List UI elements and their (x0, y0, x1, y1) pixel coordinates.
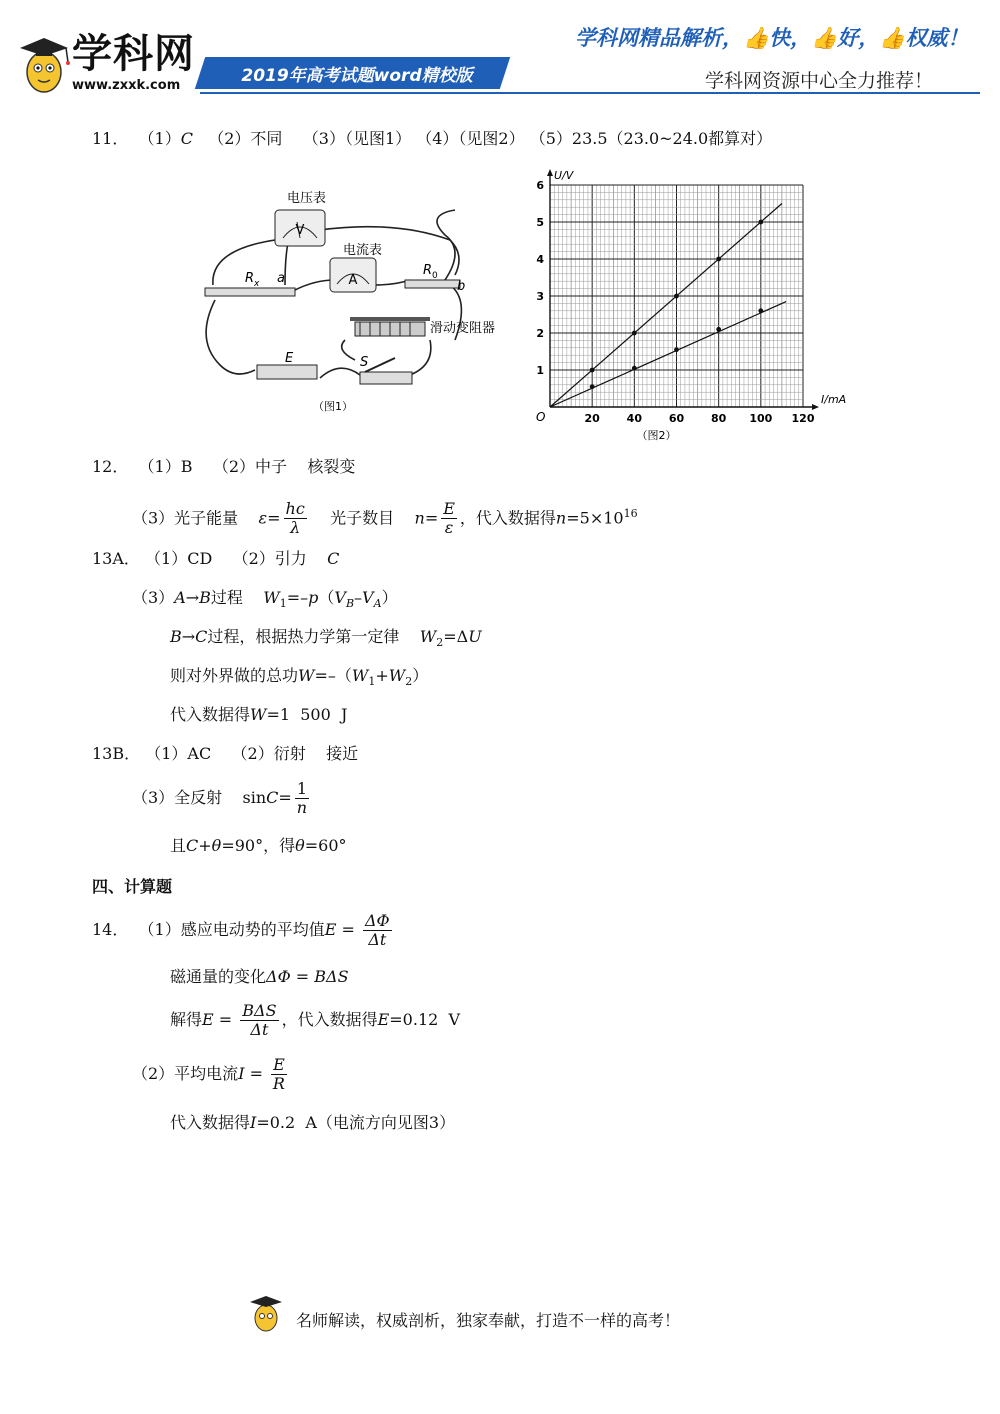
q13b-l1-pre: （3）全反射 (132, 788, 223, 807)
voltmeter-label: 电压表 (287, 191, 327, 206)
data-point (590, 368, 595, 373)
logo-text: 学科网 (72, 31, 195, 77)
figure1-caption: （图1） (313, 400, 353, 413)
q11-line (92, 128, 772, 150)
q13a-l3-close: ） (412, 666, 429, 685)
q12-tail-value: =5×10 (566, 508, 624, 528)
q11-part1-answer: C (180, 129, 193, 148)
q13a-l1-vasub: A (373, 597, 382, 611)
q14-l4-den: R (272, 1074, 285, 1093)
q14-l3-e2: E (377, 1010, 390, 1029)
r0-label: R (423, 263, 433, 278)
q13a-l1-ab: A→B (174, 588, 211, 607)
q12-fraction-hc-lambda (284, 500, 307, 537)
data-point (632, 331, 637, 336)
q13a-l2-u: U (468, 627, 482, 646)
data-point (674, 347, 679, 352)
q14-l2-ds: ΔS (326, 967, 349, 986)
q14-number: 14． (92, 920, 129, 939)
q13a-l1-mid: 过程 (210, 588, 243, 607)
q14-l2-pre: 磁通量的变化 (170, 967, 267, 986)
chart-origin-label: O (536, 410, 546, 424)
q14-l3-tail: ，代入数据得 (281, 1010, 378, 1029)
q11-part3: （3）（见图1） (302, 129, 412, 148)
q13b-l2-plus: + (198, 836, 212, 855)
q14-fraction-bds (240, 1002, 278, 1039)
q12-equals-2: = (424, 508, 439, 528)
q12-part2-b: 核裂变 (307, 457, 356, 476)
switch-label: S (360, 355, 369, 370)
q13a-l2-wsub: 2 (436, 636, 444, 650)
q12-number: 12． (92, 457, 129, 476)
q13a-l3-w: W (298, 666, 315, 685)
rx-subscript: x (254, 279, 260, 289)
x-tick-label: 100 (749, 412, 773, 425)
y-tick-label: 2 (536, 327, 544, 340)
q14-l3-den: Δt (250, 1020, 269, 1039)
slogan-top: 学科网精品解析，👍快，👍好，👍权威！ (575, 26, 969, 50)
q13a-l1-paren: （ (318, 588, 335, 607)
q13b-l1-num: 1 (296, 779, 308, 798)
data-point (632, 366, 637, 371)
x-tick-label: 60 (668, 412, 685, 425)
q12-equals: = (267, 508, 281, 528)
q13a-l1-pre: （3） (132, 588, 175, 607)
slogan-bottom: 学科网资源中心全力推荐！ (705, 70, 934, 92)
q14-fraction-current (271, 1056, 287, 1093)
section-heading: 四、计算题 (92, 877, 173, 896)
q12-line2 (132, 494, 638, 538)
q14-line1 (92, 910, 395, 950)
q13a-l2-w: W (419, 627, 437, 646)
q14-line2 (170, 966, 349, 988)
q14-l1-num: ΔΦ (365, 911, 390, 930)
q13a-l1-p: p (308, 588, 319, 607)
q14-l1-eq: = (336, 920, 360, 939)
q12-hc: hc (285, 499, 305, 519)
q13a-part2-c: C (327, 549, 340, 568)
q13a-line3 (170, 626, 482, 654)
q12-line1 (92, 456, 355, 478)
rx-label: R (245, 271, 255, 286)
q14-l2-eq: = (290, 967, 315, 986)
q14-line3 (170, 1000, 460, 1040)
circuit-diagram (195, 180, 525, 420)
q13a-l4-w: W (250, 705, 267, 724)
q12-tail-n: n (555, 508, 567, 528)
q12-E: E (443, 499, 455, 519)
ammeter-symbol: A (348, 273, 358, 288)
q12-epsilon-2: ε (444, 518, 454, 538)
mascot-icon (14, 28, 76, 100)
q13a-line5 (170, 704, 347, 726)
q14-l3-e: E (202, 1010, 214, 1029)
q13a-l4-val: =1 500 J (266, 705, 348, 724)
q14-l4-num: E (273, 1055, 285, 1074)
q13a-part1: （1）CD (145, 549, 213, 568)
q13a-l1-w: W (263, 588, 280, 607)
q14-l5-pre: 代入数据得 (170, 1113, 251, 1132)
q13b-l2-theta2: θ (295, 836, 305, 855)
q13a-l3-plus: + (375, 666, 389, 685)
data-point (716, 257, 721, 262)
point-b-label: b (457, 279, 466, 294)
q13a-l2-bc: B→C (170, 627, 208, 646)
q13a-number: 13A． (92, 549, 140, 568)
x-tick-label: 20 (584, 412, 600, 425)
x-axis-arrow (812, 404, 819, 410)
q14-l4-pre: （2）平均电流 (132, 1064, 239, 1083)
q12-photon-energy-label: （3）光子能量 (132, 508, 239, 528)
q11-part5: （5）23.5（23.0~24.0都算对） (529, 129, 773, 148)
ui-graph (530, 165, 850, 445)
header-banner-text: 2019年高考试题word精校版 (241, 66, 473, 86)
q13a-l1-close: ） (381, 588, 398, 607)
q14-l3-num: BΔS (242, 1001, 277, 1020)
q12-tail: ，代入数据得 (459, 508, 556, 528)
y-axis-label: U/V (554, 169, 574, 182)
q14-l2-b: B (314, 967, 327, 986)
q13a-l3-w2: W (388, 666, 406, 685)
data-point (758, 308, 763, 313)
voltmeter-symbol: V (295, 223, 305, 238)
ammeter-label: 电流表 (343, 243, 383, 258)
q13b-part1: （1）AC (145, 744, 212, 763)
q13a-l1-wsub: 1 (279, 597, 287, 611)
q14-l1-e: E (324, 920, 337, 939)
q11-part2: （2）不同 (208, 129, 283, 148)
q12-lambda: λ (290, 518, 301, 538)
q12-part1: （1）B (138, 457, 193, 476)
data-point (716, 327, 721, 332)
figure2-caption: （图2） (636, 429, 677, 442)
q13b-fraction (295, 780, 309, 817)
q13a-l3-w2sub: 2 (405, 675, 413, 689)
q14-line4 (132, 1054, 290, 1094)
q13b-line2 (132, 778, 312, 818)
rheostat-label: 滑动变阻器 (430, 321, 496, 336)
q11-number: 11． (92, 129, 129, 148)
q13b-l1-c: C (266, 788, 279, 807)
q11-part4: （4）（见图2） (416, 129, 525, 148)
q12-tail-exponent: 16 (623, 507, 638, 520)
y-tick-label: 1 (536, 364, 544, 377)
logo-url: www.zxxk.com (72, 78, 181, 93)
q13a-l1-vb: V (334, 588, 346, 607)
q13a-l1-minus: – (354, 588, 363, 607)
q12-n: n (414, 508, 425, 528)
q14-l3-val: =0.12 V (389, 1010, 461, 1029)
x-tick-label: 40 (626, 412, 642, 425)
point-a-label: a (277, 271, 285, 286)
q13b-l1-eq: = (278, 788, 292, 807)
q13a-l4-pre: 代入数据得 (170, 705, 251, 724)
q12-photon-count-label: 光子数目 (330, 508, 395, 528)
data-point (758, 220, 763, 225)
q14-line5 (170, 1112, 455, 1134)
q13a-l2-mid: 过程，根据热力学第一定律 (207, 627, 400, 646)
r0-subscript: 0 (432, 271, 438, 281)
q13a-line2 (132, 587, 398, 615)
q13a-line1 (92, 548, 339, 570)
battery (257, 365, 317, 379)
data-point (590, 384, 595, 389)
q13b-l2-mid: =90°，得 (221, 836, 296, 855)
q13a-l1-rest: =– (286, 588, 309, 607)
q12-part2: （2）中子 (212, 457, 288, 476)
q14-l3-pre: 解得 (170, 1010, 203, 1029)
q13a-l2-eq: =Δ (443, 627, 469, 646)
switch (360, 372, 412, 384)
series-line-1 (550, 204, 782, 408)
q14-l5-i: I (250, 1113, 257, 1132)
q13a-l3-w1: W (351, 666, 369, 685)
rheostat (350, 317, 430, 336)
q13b-l2-theta: θ (211, 836, 222, 855)
battery-label: E (285, 351, 294, 366)
q13a-part2: （2）引力 (232, 549, 307, 568)
footer-mascot-icon (246, 1290, 286, 1336)
q13a-line4 (170, 665, 428, 693)
q13b-line3 (170, 835, 347, 857)
q12-epsilon: ε (258, 508, 268, 528)
q13b-l1-den: n (296, 798, 308, 817)
q13a-l3-w1sub: 1 (368, 675, 376, 689)
x-axis-label: I/mA (821, 393, 847, 406)
y-axis-arrow (547, 169, 553, 176)
x-tick-label: 80 (711, 412, 727, 425)
q13a-l3-pre: 则对外界做的总功 (170, 666, 299, 685)
q14-l1-pre: （1）感应电动势的平均值 (138, 920, 325, 939)
q13a-l1-vbsub: B (345, 597, 355, 611)
q13b-part2-b: 接近 (326, 744, 359, 763)
q13b-l1-sin: sin (242, 788, 267, 807)
y-tick-label: 4 (536, 253, 544, 266)
x-tick-label: 120 (791, 412, 815, 425)
q13b-l2-pre: 且 (170, 836, 187, 855)
q14-l4-eq: = (244, 1064, 269, 1083)
q14-l2-dphi: ΔΦ (266, 967, 291, 986)
q13b-number: 13B． (92, 744, 141, 763)
q13a-l1-va: V (362, 588, 374, 607)
q13b-line1 (92, 743, 358, 765)
q13a-l3-eq: =–（ (314, 666, 352, 685)
y-tick-label: 6 (536, 179, 544, 192)
q14-l4-i: I (238, 1064, 245, 1083)
q13b-l2-c: C (186, 836, 199, 855)
q11-part1: （1） (138, 129, 181, 148)
footer-text: 名师解读，权威剖析，独家奉献，打造不一样的高考！ (296, 1311, 681, 1330)
q13b-l2-end: =60° (304, 836, 347, 855)
q14-l5-val: =0.2 A（电流方向见图3） (256, 1113, 456, 1132)
q14-l1-den: Δt (368, 930, 387, 949)
y-tick-label: 3 (536, 290, 544, 303)
resistor-rx (205, 288, 295, 296)
q12-fraction-e-epsilon (441, 500, 457, 537)
q14-l3-eq: = (213, 1010, 238, 1029)
q13b-part2: （2）衍射 (231, 744, 306, 763)
resistor-r0 (405, 280, 460, 288)
q14-fraction-emf (363, 912, 392, 949)
y-tick-label: 5 (536, 216, 544, 229)
data-point (674, 294, 679, 299)
